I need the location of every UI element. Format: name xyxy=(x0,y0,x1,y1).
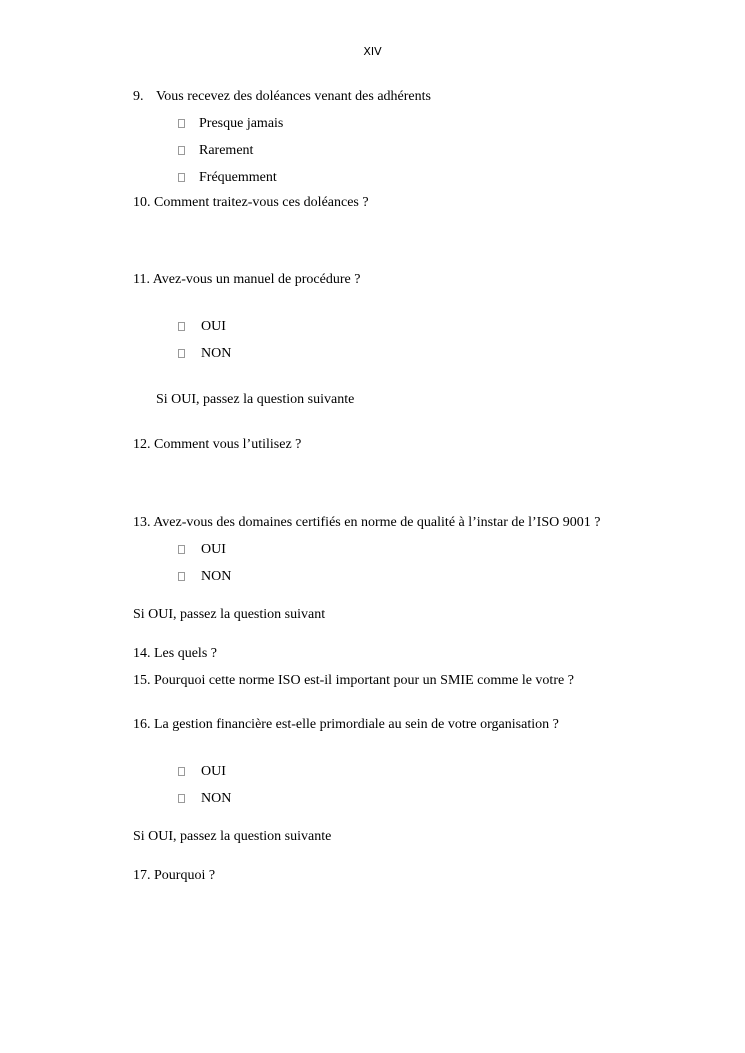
option-label: OUI xyxy=(201,764,226,779)
option-label: Fréquemment xyxy=(199,170,277,185)
instruction-note: Si OUI, passez la question suivante xyxy=(133,829,332,844)
option-label: NON xyxy=(201,791,232,806)
option-presque-jamais[interactable] xyxy=(178,116,283,132)
checkbox-icon[interactable] xyxy=(178,794,185,803)
checkbox-icon[interactable] xyxy=(178,119,185,128)
instruction-note: Si OUI, passez la question suivant xyxy=(133,607,326,622)
checkbox-icon[interactable] xyxy=(178,173,185,182)
option-label: NON xyxy=(201,346,232,361)
option-label: Presque jamais xyxy=(199,116,284,131)
page-number: XIV xyxy=(363,45,382,58)
option-label: NON xyxy=(201,569,232,584)
checkbox-icon[interactable] xyxy=(178,572,185,581)
checkbox-icon[interactable] xyxy=(178,146,185,155)
instruction-note: Si OUI, passez la question suivante xyxy=(156,392,355,407)
question-10: 10. Comment traitez-vous ces doléances ? xyxy=(133,195,369,210)
option-oui[interactable] xyxy=(178,542,226,558)
question-11: 11. Avez-vous un manuel de procédure ? xyxy=(133,272,361,287)
checkbox-icon[interactable] xyxy=(178,545,185,554)
option-label: OUI xyxy=(201,319,226,334)
question-17: 17. Pourquoi ? xyxy=(133,868,216,883)
option-oui[interactable] xyxy=(178,764,226,780)
option-non[interactable] xyxy=(178,346,231,362)
question-13: 13. Avez-vous des domaines certifiés en norme de qualité à l’instar de l’ISO 9001 ? xyxy=(133,515,601,530)
checkbox-icon[interactable] xyxy=(178,349,185,358)
option-non[interactable] xyxy=(178,569,231,585)
question-12: 12. Comment vous l’utilisez ? xyxy=(133,437,302,452)
question-14: 14. Les quels ? xyxy=(133,646,217,661)
checkbox-icon[interactable] xyxy=(178,767,185,776)
option-rarement[interactable] xyxy=(178,143,253,159)
question-9-number: 9. xyxy=(133,89,144,104)
question-16: 16. La gestion financière est-elle primordiale au sein de votre organisation ? xyxy=(133,717,559,732)
option-label: OUI xyxy=(201,542,226,557)
question-15: 15. Pourquoi cette norme ISO est-il important pour un SMIE comme le votre ? xyxy=(133,673,574,688)
option-oui[interactable] xyxy=(178,319,226,335)
option-frequemment[interactable] xyxy=(178,170,277,186)
option-non[interactable] xyxy=(178,791,231,807)
checkbox-icon[interactable] xyxy=(178,322,185,331)
option-label: Rarement xyxy=(199,143,254,158)
question-9-text: Vous recevez des doléances venant des adhérents xyxy=(156,89,431,104)
